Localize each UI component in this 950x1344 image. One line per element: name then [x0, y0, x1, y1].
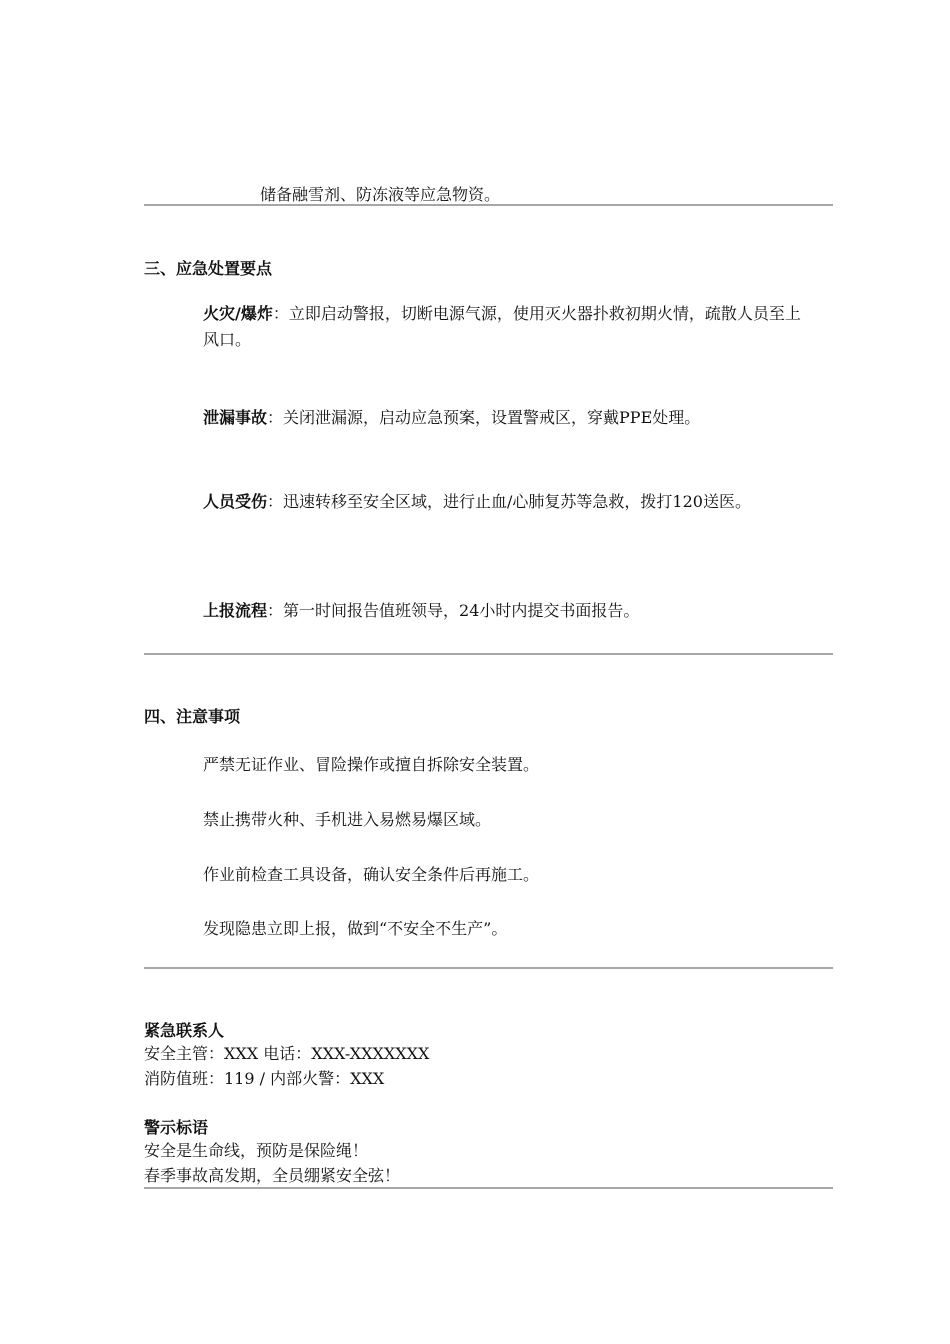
response-item-label: 泄漏事故 — [203, 408, 268, 427]
section-divider — [144, 653, 833, 655]
response-item-text: 关闭泄漏源，启动应急预案，设置警戒区，穿戴PPE处理。 — [283, 408, 701, 427]
contact-line: 消防值班：119 / 内部火警：XXX — [144, 1069, 385, 1088]
response-item-text: 立即启动警报，切断电源气源，使用灭火器扑救初期火情，疏散人员至上风口。 — [203, 304, 801, 349]
response-item-text: 第一时间报告值班领导，24小时内提交书面报告。 — [283, 601, 640, 620]
response-item-leak — [203, 405, 808, 431]
response-item-label: 人员受伤 — [203, 492, 268, 511]
response-item-text: 迅速转移至安全区域，进行止血/心肺复苏等急救，拨打120送医。 — [283, 492, 751, 511]
section-divider — [144, 1187, 833, 1189]
section3-title: 三、应急处置要点 — [144, 259, 273, 278]
precaution-item: 禁止携带火种、手机进入易燃易爆区域。 — [203, 810, 492, 829]
section-divider — [144, 204, 833, 206]
label-separator: ： — [272, 304, 289, 323]
slogan-line: 春季事故高发期，全员绷紧安全弦！ — [144, 1166, 401, 1185]
precaution-item: 作业前检查工具设备，确认安全条件后再施工。 — [203, 865, 540, 884]
contact-line: 安全主管：XXX 电话：XXX-XXXXXXX — [144, 1044, 430, 1063]
response-item-injury — [203, 489, 808, 515]
slogans-title: 警示标语 — [144, 1118, 209, 1137]
label-separator: ： — [267, 601, 284, 620]
precaution-item: 严禁无证作业、冒险操作或擅自拆除安全装置。 — [203, 755, 540, 774]
continued-text: 储备融雪剂、防冻液等应急物资。 — [260, 185, 501, 204]
section4-title: 四、注意事项 — [144, 707, 241, 726]
response-item-label: 火灾/爆炸 — [203, 304, 273, 323]
contacts-title: 紧急联系人 — [144, 1021, 225, 1040]
label-separator: ： — [267, 408, 284, 427]
precaution-item: 发现隐患立即上报，做到“不安全不生产”。 — [203, 919, 508, 938]
slogan-line: 安全是生命线，预防是保险绳！ — [144, 1141, 369, 1160]
response-item-fire — [203, 301, 808, 353]
response-item-label: 上报流程 — [203, 601, 268, 620]
label-separator: ： — [267, 492, 284, 511]
response-item-report — [203, 598, 808, 624]
section-divider — [144, 967, 833, 969]
